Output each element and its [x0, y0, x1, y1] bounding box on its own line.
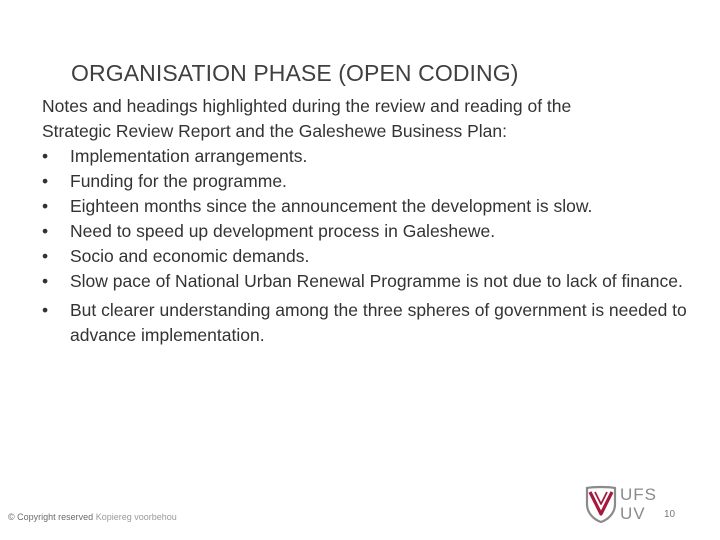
- bullet-icon: •: [42, 146, 49, 166]
- intro-paragraph: [42, 94, 702, 144]
- bullet-icon: •: [42, 271, 49, 291]
- bullet-text: Slow pace of National Urban Renewal Programme is not due to lack of finance.: [70, 271, 683, 291]
- bullet-icon: •: [42, 221, 49, 241]
- bullet-icon: •: [42, 196, 49, 216]
- bullet-text: Need to speed up development process in Galeshewe.: [70, 221, 496, 241]
- bullet-item: [42, 144, 702, 169]
- bullet-item: [42, 244, 702, 269]
- bullet-list: [42, 144, 702, 348]
- logo-text-uv: UV: [620, 504, 646, 523]
- bullet-text: Eighteen months since the announcement the development is slow.: [70, 196, 593, 216]
- copyright-sub: Kopiereg voorbehou: [95, 512, 177, 522]
- slide-title: ORGANISATION PHASE (OPEN CODING): [71, 60, 519, 86]
- intro-line-1: Notes and headings highlighted during the review and reading of the: [42, 96, 572, 116]
- bullet-icon: •: [42, 246, 49, 266]
- slide-body: [42, 94, 702, 348]
- bullet-text: Socio and economic demands.: [70, 246, 310, 266]
- page-number: 10: [664, 509, 676, 520]
- bullet-text: Funding for the programme.: [70, 171, 287, 191]
- bullet-icon: •: [42, 300, 49, 320]
- bullet-item: [42, 169, 702, 194]
- logo-text-ufs: UFS: [620, 485, 657, 504]
- intro-line-2: Strategic Review Report and the Galeshewe Business Plan:: [42, 121, 507, 141]
- copyright-notice: [8, 511, 177, 523]
- bullet-item: [42, 269, 702, 294]
- ufs-crest-icon: [584, 484, 618, 524]
- bullet-item: [42, 194, 702, 219]
- bullet-text: But clearer understanding among the three spheres of government is needed to advance implementation.: [70, 300, 687, 345]
- bullet-item: [42, 219, 702, 244]
- copyright-main: © Copyright reserved: [8, 512, 94, 522]
- bullet-text: Implementation arrangements.: [70, 146, 308, 166]
- bullet-icon: •: [42, 171, 49, 191]
- bullet-item: [42, 298, 702, 348]
